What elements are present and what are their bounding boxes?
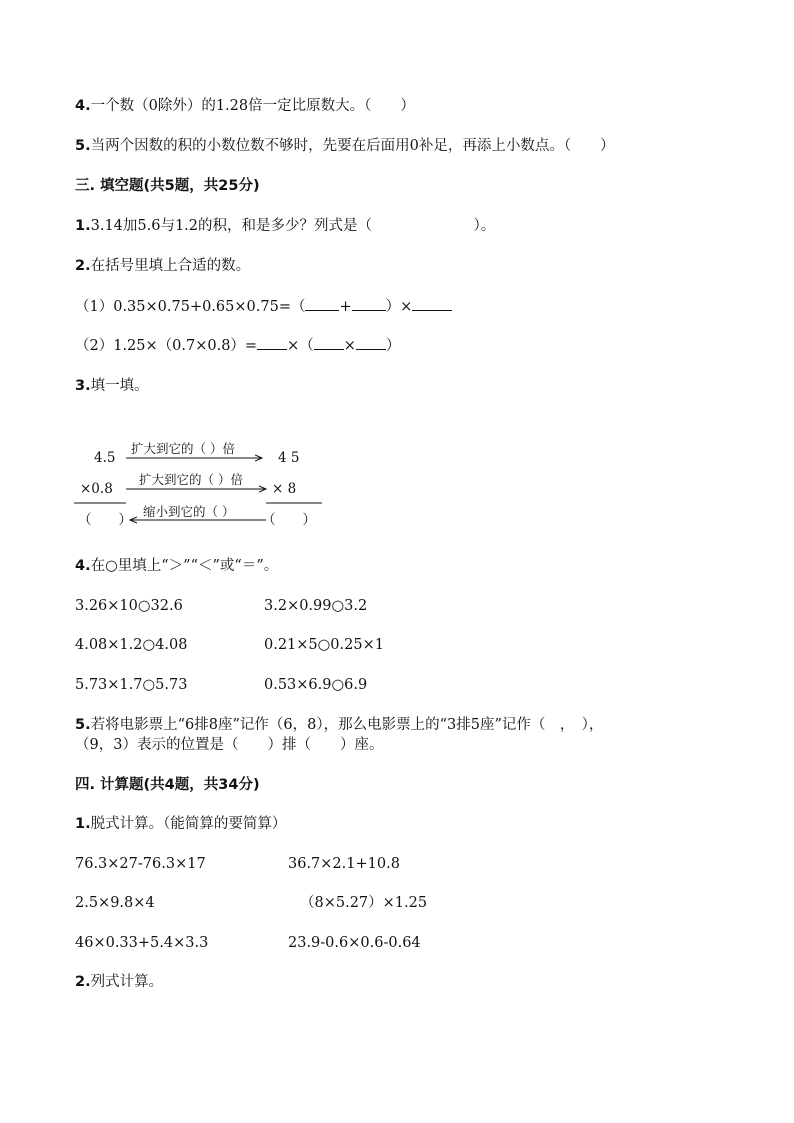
calc-expression: 76.3×27-76.3×17 <box>75 856 206 872</box>
plus-sign: + <box>339 299 352 315</box>
factor-45: 4 5 <box>278 450 300 466</box>
arrow-2-label: 扩大到它的（ ）倍 <box>139 472 243 487</box>
calc-expression: （8×5.27）×1.25 <box>300 895 428 911</box>
factor-4-5: 4.5 <box>94 450 116 466</box>
expression-text: ×（ <box>287 338 314 354</box>
factor-x8: × 8 <box>272 481 297 497</box>
question-text: 填一填。 <box>90 378 149 394</box>
fill-q4 <box>75 556 278 576</box>
calc-expression: 46×0.33+5.4×3.3 <box>75 935 209 951</box>
arrow-3-label: 缩小到它的（ ） <box>143 504 235 519</box>
question-number: 5. <box>75 138 91 154</box>
expression-text: （2）1.25×（0.7×0.8）= <box>75 338 258 354</box>
section-heading-calc: 四. 计算题(共4题，共34分) <box>75 777 260 793</box>
expression-text: ） <box>385 338 401 354</box>
factor-x0-8: ×0.8 <box>80 481 113 497</box>
calc-expression: 23.9-0.6×0.6-0.64 <box>288 935 421 951</box>
question-number: 1. <box>75 218 91 234</box>
fill-q5-line2: （9，3）表示的位置是（ ）排（ ）座。 <box>75 737 384 753</box>
compare-item: 0.53×6.9○6.9 <box>264 677 368 693</box>
calc-expression: 36.7×2.1+10.8 <box>288 856 400 872</box>
fill-q5 <box>75 715 603 735</box>
times-sign: × <box>343 338 356 354</box>
question-text: 在括号里填上合适的数。 <box>90 258 251 274</box>
question-number: 2. <box>75 974 91 990</box>
question-number: 1. <box>75 816 91 832</box>
section-heading-fill: 三. 填空题(共5题，共25分) <box>75 178 260 194</box>
question-text: 在○里填上“＞”“＜”或“＝”。 <box>90 558 279 574</box>
compare-item: 3.26×10○32.6 <box>75 598 183 614</box>
compare-item: 5.73×1.7○5.73 <box>75 677 188 693</box>
question-number: 3. <box>75 378 91 394</box>
question-text: 当两个因数的积的小数位数不够时，先要在后面用0补足，再添上小数点。（ ） <box>90 138 615 154</box>
question-text: 列式计算。 <box>90 974 164 990</box>
question-text: 若将电影票上“6排8座”记作（6，8），那么电影票上的“3排5座”记作（ ， ）， <box>90 717 604 733</box>
compare-item: 0.21×5○0.25×1 <box>264 637 384 653</box>
compare-item: 4.08×1.2○4.08 <box>75 637 188 653</box>
question-number: 4. <box>75 98 91 114</box>
question-text: 脱式计算。（能简算的要简算） <box>90 816 287 832</box>
expression-text: ）× <box>385 299 413 315</box>
question-number: 2. <box>75 258 91 274</box>
expression-text: （1）0.35×0.75+0.65×0.75=（ <box>75 299 306 315</box>
compare-item: 3.2×0.99○3.2 <box>264 598 368 614</box>
question-text: 3.14加5.6与1.2的积，和是多少？列式是（ ）。 <box>90 218 496 234</box>
answer-paren-left[interactable]: （ ） <box>78 512 132 528</box>
question-text: 一个数（0除外）的1.28倍一定比原数大。（ ） <box>90 98 415 114</box>
calc-expression: 2.5×9.8×4 <box>75 895 155 911</box>
question-number: 5. <box>75 717 91 733</box>
arrow-1-label: 扩大到它的（ ）倍 <box>131 441 235 456</box>
calc-q2 <box>75 972 163 992</box>
answer-paren-right[interactable]: （ ） <box>262 512 316 528</box>
calc-q1 <box>75 814 286 834</box>
question-number: 4. <box>75 558 91 574</box>
